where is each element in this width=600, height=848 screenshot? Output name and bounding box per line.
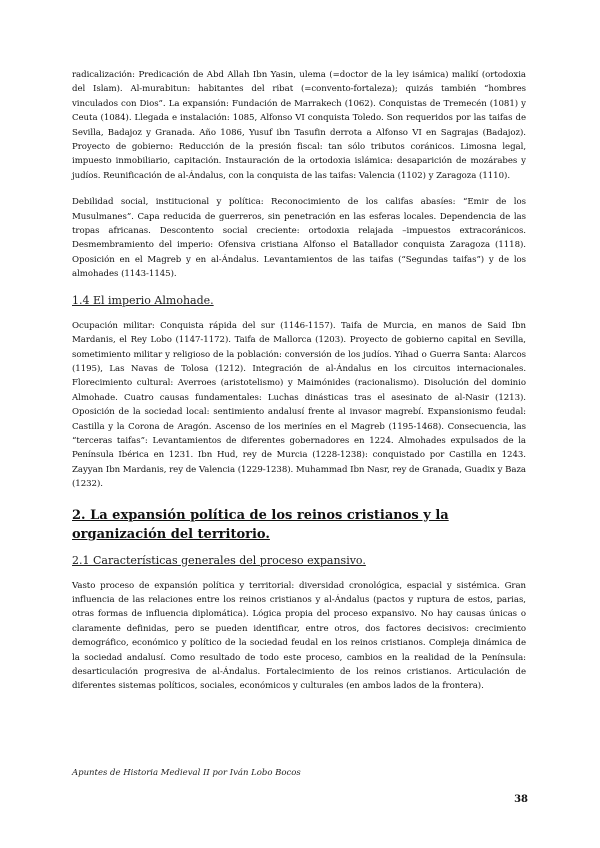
paragraph-expansion-process: Vasto proceso de expansión política y territorial: diversidad cronológica, espacial y sistémica. Gran influencia de las relaciones entre los reinos cristianos y al-Ándalus (pactos y ruptura de estos, parias, otras formas de influencia diplomática). Lógica propia del proceso expansivo. No hay causas únicas o claramente definidas, pero se pueden identificar, entre otros, dos factores decisivos: crecimiento demográfico, económico y político de la sociedad feudal en los reinos cristianos. Compleja dinámica de la sociedad andalusí. Como resultado de todo este proceso, cambios en la realidad de la Península: desarticulación progresiva de al-Ándalus. Fortalecimiento de los reinos cristianos. Articulación de diferentes sistemas políticos, sociales, económicos y culturales (en ambos lados de la frontera). [72,580,526,692]
paragraph-almoravid-weakness: Debilidad social, institucional y política: Reconocimiento de los califas abasíes: “Emir de los Musulmanes”. Capa reducida de guerreros, sin penetración en las esferas locales. Dependencia de las tropas africanas. Descontento social creciente: ortodoxia relajada –impuestos extracoránicos. Desmembramiento del imperio: Ofensiva cristiana Alfonso el Batallador conquista Zaragoza (1118). Oposición en el Magreb y en al-Ándalus. Levantamientos de las taifas (“Segundas taifas”) y de los almohades (1143-1145). [72,197,526,280]
page-number: 38 [514,794,528,805]
paragraph-almohad-occupation: Ocupación militar: Conquista rápida del sur (1146-1157). Taifa de Murcia, en manos de Said Ibn Mardanis, el Rey Lobo (1147-1172). Taifa de Mallorca (1203). Proyecto de gobierno capital en Sevilla, sometimiento militar y religioso de la población: conversión de los judíos. Yihad o Guerra Santa: Alarcos (1195), Las Navas de Tolosa (1212). Integración de al-Ándalus en los circuitos internacionales. Florecimiento cultural: Averroes (aristotelismo) y Maimónides (racionalismo). Disolución del dominio Almohade. Cuatro causas fundamentales: Luchas dinásticas tras el asesinato de al-Nasir (1213). Oposición de la sociedad local: sentimiento andalusí frente al invasor magrebí. Expansionismo feudal: Castilla y la Corona de Aragón. Ascenso de los meriníes en el Magreb (1195-1468). Consecuencia, las “terceras taifas”: Levantamientos de diferentes gobernadores en 1224. Almohades expulsados de la Península Ibérica en 1231. Ibn Hud, rey de Murcia (1228-1238): conquistado por Castilla en 1243. Zayyan Ibn Mardanis, rey de Valencia (1229-1238). Muhammad Ibn Nasr, rey de Granada, Guadix y Baza (1232). [72,320,526,490]
footer-credit: Apuntes de Historia Medieval II por Iván Lobo Bocos [72,768,301,778]
section-heading-expansion: 2. La expansión política de los reinos cristianos y la organización del territorio. [72,507,449,542]
document-body [72,68,526,694]
paragraph-almoravid-radicalization: radicalización: Predicación de Abd Allah Ibn Yasin, ulema (=doctor de la ley isámica) malikí (ortodoxia del Islam). Al-murabitun: habitantes del ribat (=convento-fortaleza); quizás también “hombres vinculados con Dios”. La expansión: Fundación de Marrakech (1062). Conquistas de Tremecén (1081) y Ceuta (1084). Llegada e instalación: 1085, Alfonso VI conquista Toledo. Son requeridos por las taifas de Sevilla, Badajoz y Granada. Año 1086, Yusuf ibn Tasufin derrota a Alfonso VI en Sagrajas (Badajoz). Proyecto de gobierno: Reducción de la presión fiscal: tan sólo tributos coránicos. Limosna legal, impuesto inmobiliario, capitación. Instauración de la ortodoxia islámica: desaparición de mozárabes y judíos. Reunificación de al-Ándalus, con la conquista de las taifas: Valencia (1102) y Zaragoza (1110). [72,70,526,181]
subheading-imperio-almohade: 1.4 El imperio Almohade. [72,293,214,307]
subheading-caracteristicas-generales: 2.1 Características generales del proceso expansivo. [72,553,366,567]
